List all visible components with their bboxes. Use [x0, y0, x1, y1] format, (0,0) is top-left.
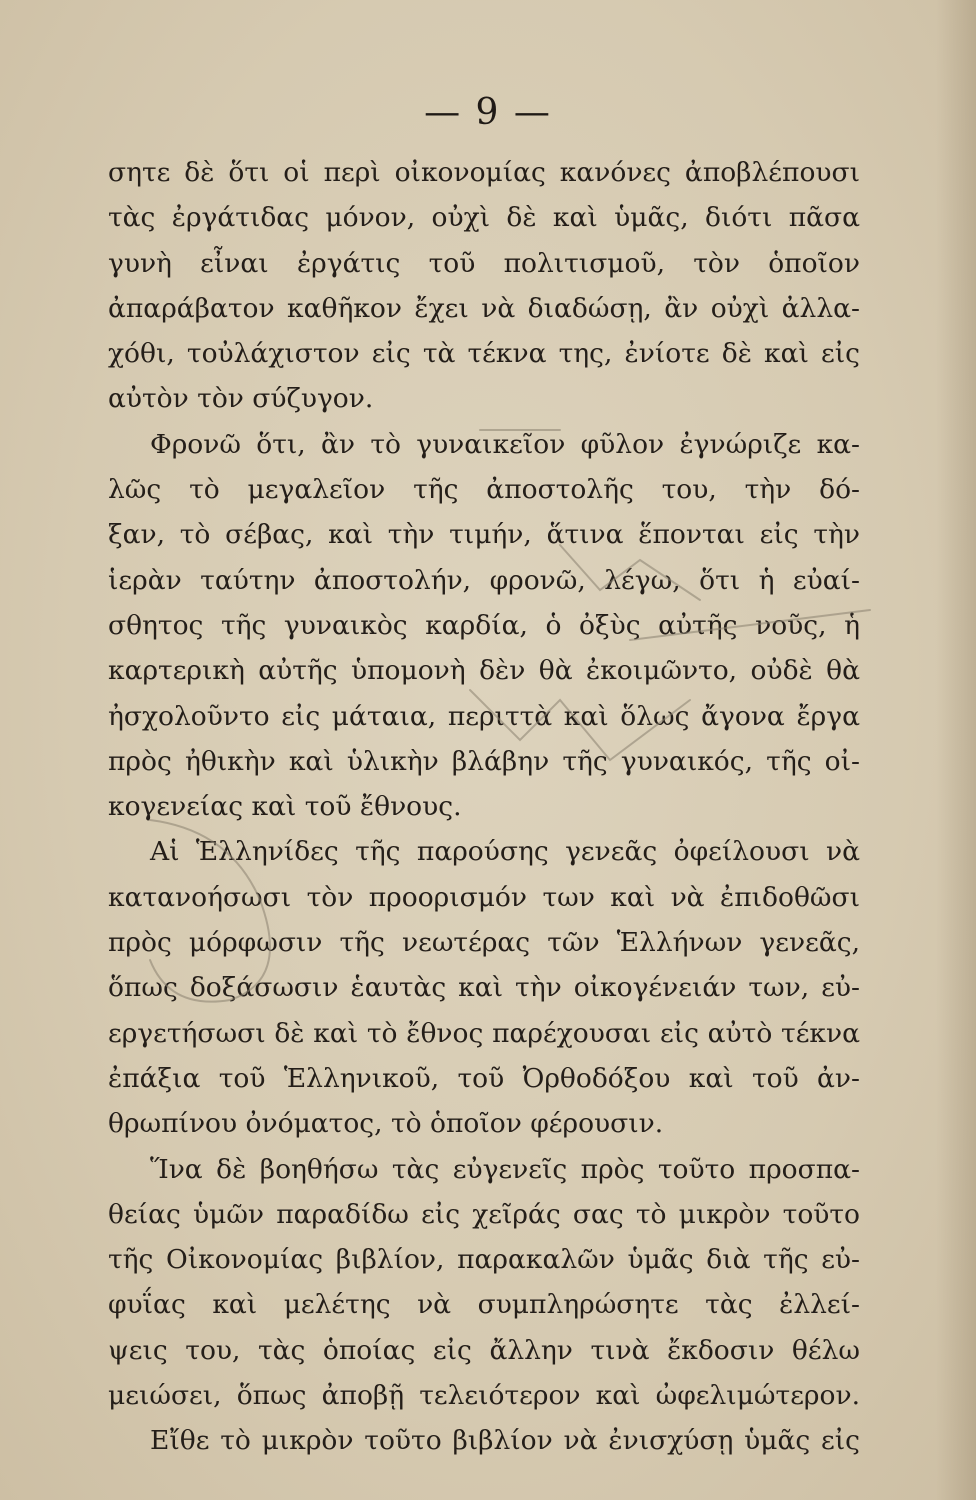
text-line: ἠσχολοῦντο εἰς μάταια, περιττὰ καὶ ὅλως ἄγονα ἔργα: [108, 700, 860, 732]
page-number: — 9 —: [424, 92, 552, 133]
text-line: σθητος τῆς γυναικὸς καρδία, ὁ ὀξὺς αὐτῆς νοῦς, ἡ: [108, 609, 860, 641]
text-line: μειώσει, ὅπως ἀποβῇ τελειότερον καὶ ὠφελιμώτερον.: [108, 1380, 860, 1412]
text-line: τῆς Οἰκονομίας βιβλίον, παρακαλῶν ὑμᾶς διὰ τῆς εὐ-: [108, 1244, 860, 1276]
body-text: [108, 150, 860, 1464]
text-line: γυνὴ εἶναι ἐργάτις τοῦ πολιτισμοῦ, τὸν ὁποῖον: [108, 247, 860, 279]
page-edge-shadow: [936, 0, 976, 1500]
text-line: Εἴθε τὸ μικρὸν τοῦτο βιβλίον νὰ ἐνισχύσῃ ὑμᾶς εἰς: [150, 1425, 860, 1457]
text-line: κατανοήσωσι τὸν προορισμόν των καὶ νὰ ἐπιδοθῶσι: [108, 881, 860, 913]
text-line: Φρονῶ ὅτι, ἂν τὸ γυναικεῖον φῦλον ἐγνώριζε κα-: [150, 428, 860, 460]
text-line: πρὸς ἠθικὴν καὶ ὑλικὴν βλάβην τῆς γυναικός, τῆς οἰ-: [108, 745, 860, 777]
text-line: κογενείας καὶ τοῦ ἔθνους.: [108, 791, 462, 823]
text-line: τὰς ἐργάτιδας μόνον, οὐχὶ δὲ καὶ ὑμᾶς, διότι πᾶσα: [108, 202, 860, 234]
text-line: χόθι, τοὐλάχιστον εἰς τὰ τέκνα της, ἐνίοτε δὲ καὶ εἰς: [108, 338, 860, 370]
text-line: εργετήσωσι δὲ καὶ τὸ ἔθνος παρέχουσαι εἰς αὐτὸ τέκνα: [108, 1017, 860, 1049]
text-line: σητε δὲ ὅτι οἱ περὶ οἰκονομίας κανόνες ἀποβλέπουσι: [108, 157, 860, 188]
text-line: αὐτὸν τὸν σύζυγον.: [108, 383, 374, 415]
text-line: ἱερὰν ταύτην ἀποστολήν, φρονῶ, λέγω, ὅτι ἡ εὐαί-: [108, 564, 860, 596]
text-line: Ἵνα δὲ βοηθήσω τὰς εὐγενεῖς πρὸς τοῦτο προσπα-: [150, 1153, 860, 1185]
text-line: ψεις του, τὰς ὁποίας εἰς ἄλλην τινὰ ἔκδοσιν θέλω: [108, 1334, 860, 1366]
text-line: ἀπαράβατον καθῆκον ἔχει νὰ διαδώσῃ, ἂν οὐχὶ ἀλλα-: [108, 292, 860, 324]
text-line: λῶς τὸ μεγαλεῖον τῆς ἀποστολῆς του, τὴν δό-: [108, 474, 860, 506]
text-line: θείας ὑμῶν παραδίδω εἰς χεῖράς σας τὸ μικρὸν τοῦτο: [108, 1198, 860, 1230]
text-line: ἐπάξια τοῦ Ἑλληνικοῦ, τοῦ Ὀρθοδόξου καὶ τοῦ ἀν-: [108, 1062, 860, 1094]
text-line: καρτερικὴ αὐτῆς ὑπομονὴ δὲν θὰ ἐκοιμῶντο, οὐδὲ θὰ: [108, 655, 860, 687]
text-line: θρωπίνου ὀνόματος, τὸ ὁποῖον φέρουσιν.: [108, 1108, 664, 1140]
text-line: φυΐας καὶ μελέτης νὰ συμπληρώσητε τὰς ἐλλεί-: [108, 1289, 860, 1321]
text-line: ξαν, τὸ σέβας, καὶ τὴν τιμήν, ἅτινα ἕπονται εἰς τὴν: [108, 519, 860, 551]
text-line: ὅπως δοξάσωσιν ἑαυτὰς καὶ τὴν οἰκογένειάν των, εὐ-: [108, 972, 860, 1004]
text-line: πρὸς μόρφωσιν τῆς νεωτέρας τῶν Ἑλλήνων γενεᾶς,: [108, 927, 860, 959]
text-line: Αἱ Ἑλληνίδες τῆς παρούσης γενεᾶς ὀφείλουσι νὰ: [150, 836, 860, 868]
